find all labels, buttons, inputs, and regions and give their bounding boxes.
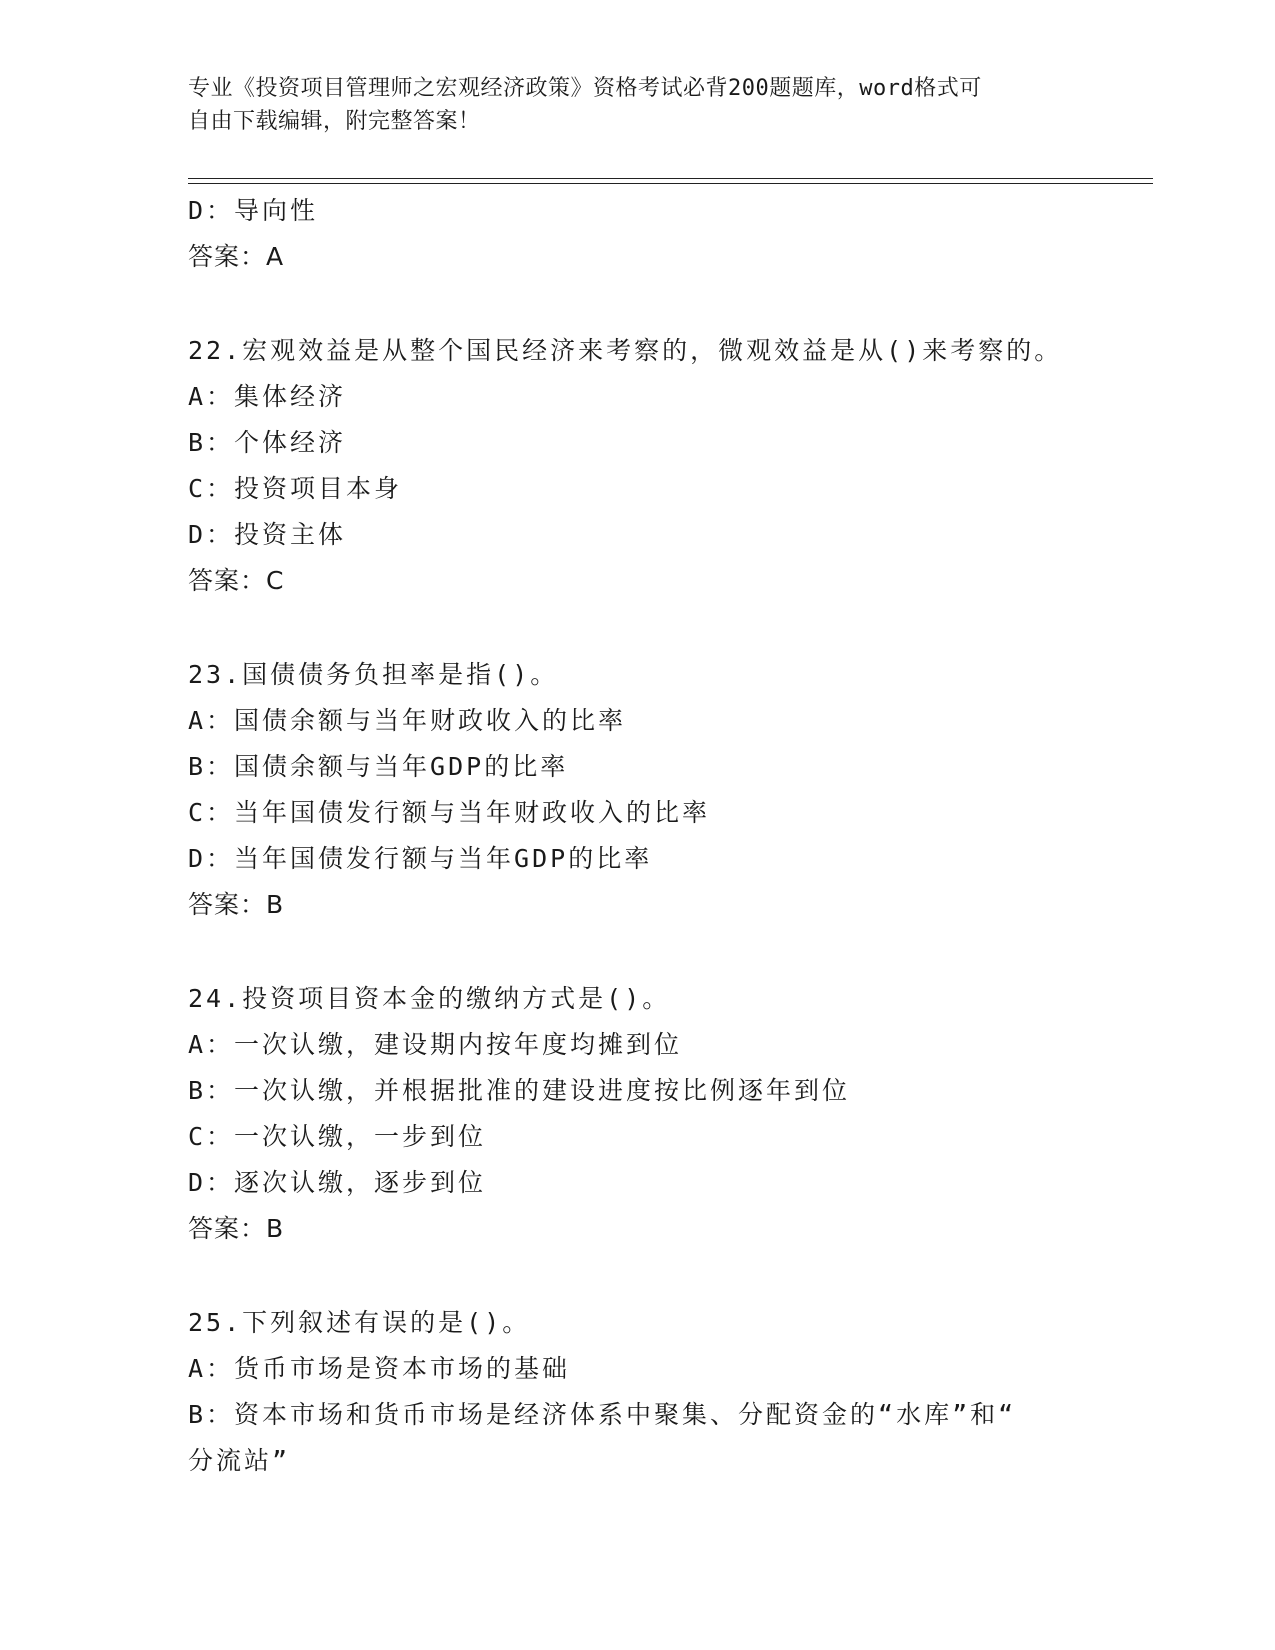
header-line-1: 专业《投资项目管理师之宏观经济政策》资格考试必背200题题库，word格式可 bbox=[188, 76, 982, 101]
option-d: D：当年国债发行额与当年GDP的比率 bbox=[188, 844, 653, 873]
header-divider-top bbox=[188, 178, 1153, 179]
question-list bbox=[188, 188, 1148, 1484]
option-d: D：投资主体 bbox=[188, 520, 347, 549]
option-c: C：当年国债发行额与当年财政收入的比率 bbox=[188, 798, 711, 827]
prev-option-d: D：导向性 bbox=[188, 196, 319, 225]
question-25 bbox=[188, 1300, 1148, 1484]
question-stem: 22.宏观效益是从整个国民经济来考察的，微观效益是从()来考察的。 bbox=[188, 336, 1063, 365]
document-header bbox=[188, 72, 1088, 138]
option-a: A：货币市场是资本市场的基础 bbox=[188, 1354, 571, 1383]
option-a: A：集体经济 bbox=[188, 382, 347, 411]
question-24 bbox=[188, 976, 1148, 1252]
option-b: B：资本市场和货币市场是经济体系中聚集、分配资金的“水库”和“ bbox=[188, 1400, 1017, 1429]
option-b: B：国债余额与当年GDP的比率 bbox=[188, 752, 569, 781]
question-stem: 24.投资项目资本金的缴纳方式是()。 bbox=[188, 984, 671, 1013]
option-d: D：逐次认缴，逐步到位 bbox=[188, 1168, 487, 1197]
answer: 答案：B bbox=[188, 890, 285, 919]
question-22 bbox=[188, 328, 1148, 604]
question-stem: 25.下列叙述有误的是()。 bbox=[188, 1308, 531, 1337]
option-b-continued: 分流站” bbox=[188, 1446, 291, 1475]
header-divider-bottom bbox=[188, 183, 1153, 184]
option-a: A：国债余额与当年财政收入的比率 bbox=[188, 706, 627, 735]
option-b: B：个体经济 bbox=[188, 428, 347, 457]
question-stem: 23.国债债务负担率是指()。 bbox=[188, 660, 559, 689]
question-23 bbox=[188, 652, 1148, 928]
option-a: A：一次认缴，建设期内按年度均摊到位 bbox=[188, 1030, 683, 1059]
option-c: C：一次认缴，一步到位 bbox=[188, 1122, 487, 1151]
answer: 答案：B bbox=[188, 1214, 285, 1243]
answer: 答案：C bbox=[188, 566, 285, 595]
option-b: B：一次认缴，并根据批准的建设进度按比例逐年到位 bbox=[188, 1076, 851, 1105]
prev-answer: 答案：A bbox=[188, 242, 285, 271]
option-c: C：投资项目本身 bbox=[188, 474, 403, 503]
header-line-2: 自由下载编辑，附完整答案！ bbox=[188, 109, 481, 134]
